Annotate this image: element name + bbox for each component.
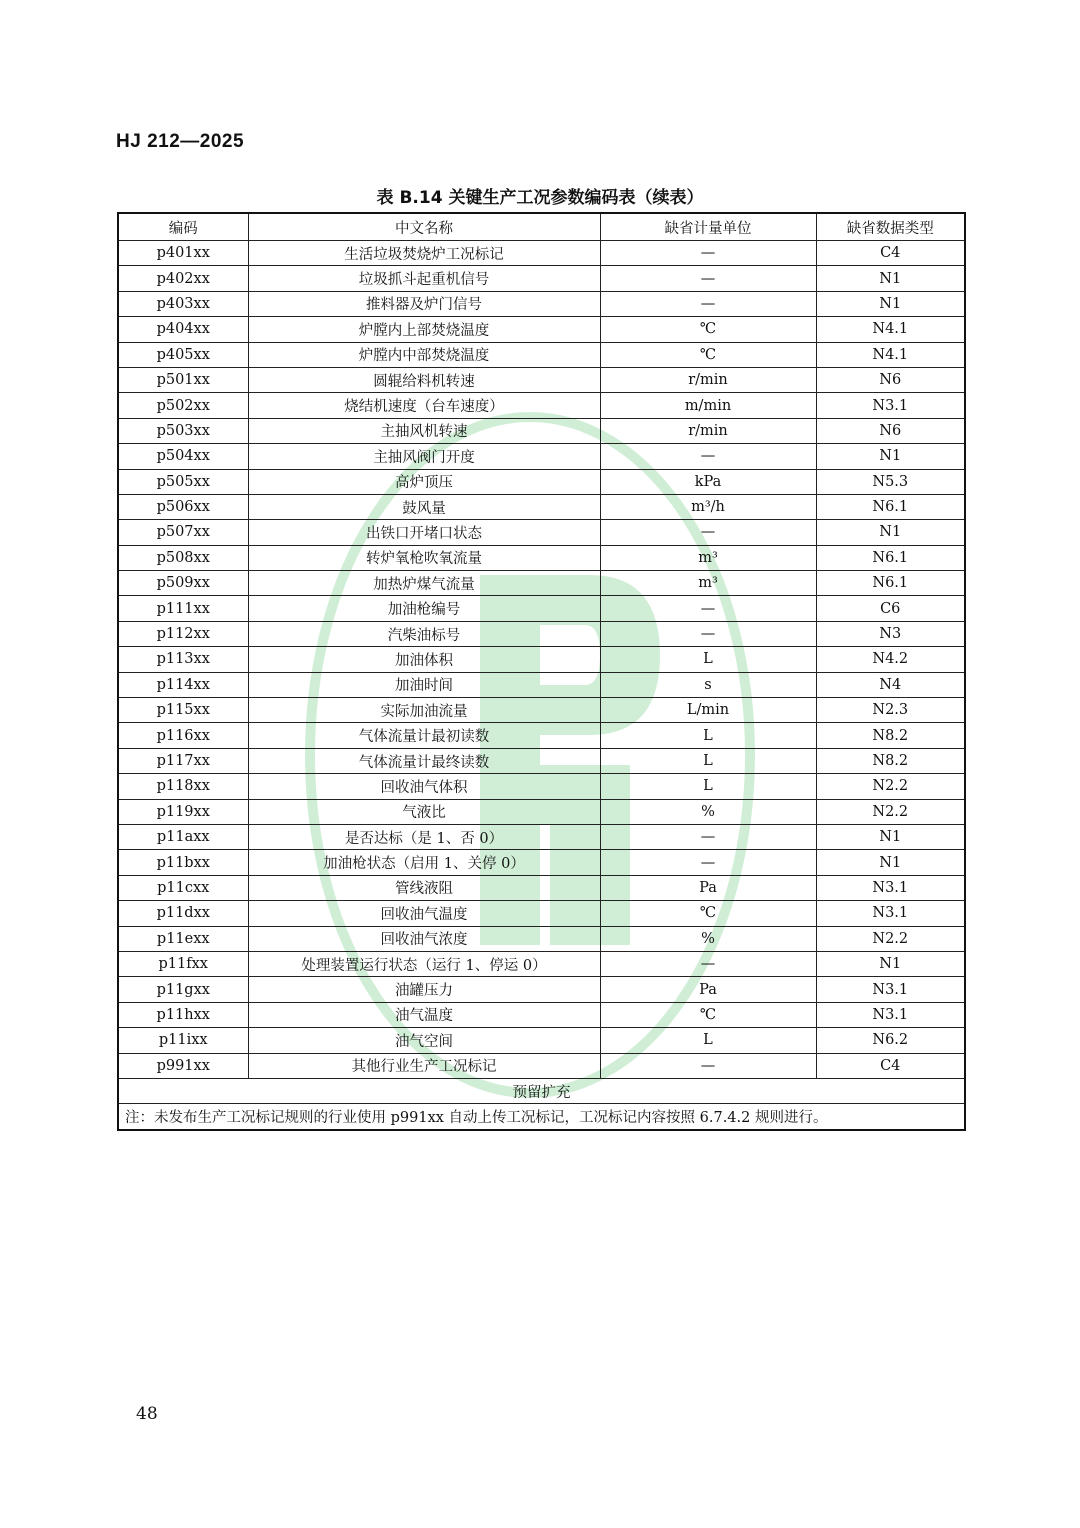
cell-unit: L/min xyxy=(600,698,816,723)
cell-name: 烧结机速度（台车速度） xyxy=(248,393,600,418)
table-row xyxy=(118,291,965,316)
cell-unit: — xyxy=(600,1053,816,1078)
table-row xyxy=(118,723,965,748)
cell-name: 加油体积 xyxy=(248,647,600,672)
cell-code: p509xx xyxy=(118,571,248,596)
cell-unit: — xyxy=(600,291,816,316)
cell-code: p991xx xyxy=(118,1053,248,1078)
cell-code: p403xx xyxy=(118,291,248,316)
cell-name: 加热炉煤气流量 xyxy=(248,571,600,596)
table-row xyxy=(118,621,965,646)
cell-code: p11ixx xyxy=(118,1028,248,1053)
table-row xyxy=(118,545,965,570)
table-header-row xyxy=(118,213,965,241)
table-note: 注：未发布生产工况标记规则的行业使用 p991xx 自动上传工况标记，工况标记内容按照 6.7.4.2 规则进行。 xyxy=(118,1104,965,1130)
cell-name: 主抽风阀门开度 xyxy=(248,444,600,469)
cell-unit: r/min xyxy=(600,367,816,392)
cell-unit: s xyxy=(600,672,816,697)
table-row xyxy=(118,672,965,697)
table-row xyxy=(118,647,965,672)
cell-type: N4.1 xyxy=(816,342,965,367)
table-row xyxy=(118,444,965,469)
cell-name: 其他行业生产工况标记 xyxy=(248,1053,600,1078)
cell-code: p504xx xyxy=(118,444,248,469)
cell-type: N4 xyxy=(816,672,965,697)
cell-name: 鼓风量 xyxy=(248,494,600,519)
cell-name: 加油枪状态（启用 1、关停 0） xyxy=(248,850,600,875)
cell-type: C6 xyxy=(816,596,965,621)
cell-code: p11gxx xyxy=(118,977,248,1002)
cell-code: p116xx xyxy=(118,723,248,748)
cell-type: N8.2 xyxy=(816,748,965,773)
table-row xyxy=(118,1053,965,1078)
cell-unit: m³ xyxy=(600,571,816,596)
column-header-type: 缺省数据类型 xyxy=(816,213,965,241)
cell-type: N3.1 xyxy=(816,901,965,926)
cell-unit: L xyxy=(600,748,816,773)
cell-type: N1 xyxy=(816,444,965,469)
cell-code: p11fxx xyxy=(118,951,248,976)
cell-unit: — xyxy=(600,596,816,621)
cell-code: p404xx xyxy=(118,317,248,342)
cell-unit: — xyxy=(600,621,816,646)
cell-code: p118xx xyxy=(118,774,248,799)
cell-type: N4.2 xyxy=(816,647,965,672)
table-row xyxy=(118,850,965,875)
table-row xyxy=(118,824,965,849)
cell-code: p507xx xyxy=(118,520,248,545)
cell-name: 主抽风机转速 xyxy=(248,418,600,443)
cell-name: 炉膛内中部焚烧温度 xyxy=(248,342,600,367)
table-row xyxy=(118,367,965,392)
cell-code: p502xx xyxy=(118,393,248,418)
cell-type: N1 xyxy=(816,850,965,875)
table-row xyxy=(118,520,965,545)
cell-code: p11dxx xyxy=(118,901,248,926)
table-row xyxy=(118,774,965,799)
cell-type: N6.1 xyxy=(816,571,965,596)
column-header-name: 中文名称 xyxy=(248,213,600,241)
cell-code: p119xx xyxy=(118,799,248,824)
cell-code: p115xx xyxy=(118,698,248,723)
cell-unit: ℃ xyxy=(600,1002,816,1027)
cell-code: p11bxx xyxy=(118,850,248,875)
parameter-code-table-container xyxy=(117,212,964,1131)
cell-unit: L xyxy=(600,647,816,672)
table-row xyxy=(118,901,965,926)
cell-code: p508xx xyxy=(118,545,248,570)
cell-type: N8.2 xyxy=(816,723,965,748)
table-row xyxy=(118,596,965,621)
table-row xyxy=(118,241,965,266)
cell-type: N6.1 xyxy=(816,545,965,570)
cell-type: N3.1 xyxy=(816,1002,965,1027)
page-number: 48 xyxy=(136,1404,158,1424)
cell-code: p11exx xyxy=(118,926,248,951)
cell-name: 气体流量计最初读数 xyxy=(248,723,600,748)
cell-name: 加油时间 xyxy=(248,672,600,697)
cell-unit: ℃ xyxy=(600,342,816,367)
cell-code: p401xx xyxy=(118,241,248,266)
cell-unit: L xyxy=(600,774,816,799)
cell-type: N3 xyxy=(816,621,965,646)
cell-name: 处理装置运行状态（运行 1、停运 0） xyxy=(248,951,600,976)
cell-type: N3.1 xyxy=(816,977,965,1002)
reserved-cell: 预留扩充 xyxy=(118,1078,965,1103)
table-row xyxy=(118,418,965,443)
cell-unit: % xyxy=(600,799,816,824)
cell-type: N1 xyxy=(816,951,965,976)
cell-type: N1 xyxy=(816,824,965,849)
cell-name: 回收油气浓度 xyxy=(248,926,600,951)
cell-code: p117xx xyxy=(118,748,248,773)
cell-type: N1 xyxy=(816,291,965,316)
table-row xyxy=(118,698,965,723)
cell-type: N2.2 xyxy=(816,774,965,799)
cell-name: 转炉氧枪吹氧流量 xyxy=(248,545,600,570)
cell-name: 气液比 xyxy=(248,799,600,824)
table-row xyxy=(118,342,965,367)
reserved-row xyxy=(118,1078,965,1103)
cell-code: p402xx xyxy=(118,266,248,291)
table-row xyxy=(118,1028,965,1053)
cell-unit: — xyxy=(600,444,816,469)
table-row xyxy=(118,494,965,519)
cell-name: 加油枪编号 xyxy=(248,596,600,621)
cell-code: p113xx xyxy=(118,647,248,672)
cell-unit: ℃ xyxy=(600,317,816,342)
cell-type: N6.1 xyxy=(816,494,965,519)
cell-type: N3.1 xyxy=(816,875,965,900)
cell-unit: kPa xyxy=(600,469,816,494)
cell-code: p11axx xyxy=(118,824,248,849)
cell-type: N2.2 xyxy=(816,926,965,951)
cell-unit: Pa xyxy=(600,875,816,900)
table-row xyxy=(118,926,965,951)
cell-type: N6 xyxy=(816,367,965,392)
table-row xyxy=(118,977,965,1002)
cell-name: 气体流量计最终读数 xyxy=(248,748,600,773)
table-row xyxy=(118,393,965,418)
cell-unit: Pa xyxy=(600,977,816,1002)
cell-unit: — xyxy=(600,266,816,291)
cell-type: N3.1 xyxy=(816,393,965,418)
table-body xyxy=(118,241,965,1079)
cell-type: C4 xyxy=(816,1053,965,1078)
table-row xyxy=(118,799,965,824)
cell-unit: — xyxy=(600,951,816,976)
cell-code: p11cxx xyxy=(118,875,248,900)
cell-type: N1 xyxy=(816,266,965,291)
cell-name: 油气空间 xyxy=(248,1028,600,1053)
cell-type: N1 xyxy=(816,520,965,545)
table-row xyxy=(118,1002,965,1027)
cell-type: N6 xyxy=(816,418,965,443)
cell-type: N6.2 xyxy=(816,1028,965,1053)
cell-name: 油罐压力 xyxy=(248,977,600,1002)
cell-unit: L xyxy=(600,723,816,748)
cell-code: p503xx xyxy=(118,418,248,443)
document-code-header: HJ 212—2025 xyxy=(116,131,245,152)
cell-unit: r/min xyxy=(600,418,816,443)
cell-name: 汽柴油标号 xyxy=(248,621,600,646)
cell-code: p501xx xyxy=(118,367,248,392)
cell-unit: m³/h xyxy=(600,494,816,519)
cell-name: 推料器及炉门信号 xyxy=(248,291,600,316)
table-row xyxy=(118,951,965,976)
table-row xyxy=(118,748,965,773)
cell-name: 炉膛内上部焚烧温度 xyxy=(248,317,600,342)
cell-name: 是否达标（是 1、否 0） xyxy=(248,824,600,849)
cell-type: N2.3 xyxy=(816,698,965,723)
column-header-unit: 缺省计量单位 xyxy=(600,213,816,241)
table-row xyxy=(118,875,965,900)
parameter-code-table xyxy=(117,212,966,1131)
cell-name: 高炉顶压 xyxy=(248,469,600,494)
cell-name: 生活垃圾焚烧炉工况标记 xyxy=(248,241,600,266)
cell-type: C4 xyxy=(816,241,965,266)
cell-unit: m/min xyxy=(600,393,816,418)
cell-code: p112xx xyxy=(118,621,248,646)
cell-unit: m³ xyxy=(600,545,816,570)
table-row xyxy=(118,469,965,494)
table-row xyxy=(118,266,965,291)
cell-name: 管线液阻 xyxy=(248,875,600,900)
cell-name: 回收油气温度 xyxy=(248,901,600,926)
cell-unit: L xyxy=(600,1028,816,1053)
cell-name: 圆辊给料机转速 xyxy=(248,367,600,392)
table-caption: 表 B.14 关键生产工况参数编码表（续表） xyxy=(376,188,704,208)
cell-type: N5.3 xyxy=(816,469,965,494)
cell-unit: — xyxy=(600,241,816,266)
column-header-code: 编码 xyxy=(118,213,248,241)
cell-unit: % xyxy=(600,926,816,951)
cell-code: p11hxx xyxy=(118,1002,248,1027)
cell-name: 实际加油流量 xyxy=(248,698,600,723)
cell-name: 出铁口开堵口状态 xyxy=(248,520,600,545)
cell-unit: ℃ xyxy=(600,901,816,926)
cell-type: N2.2 xyxy=(816,799,965,824)
cell-code: p114xx xyxy=(118,672,248,697)
cell-unit: — xyxy=(600,824,816,849)
cell-name: 回收油气体积 xyxy=(248,774,600,799)
cell-name: 油气温度 xyxy=(248,1002,600,1027)
table-row xyxy=(118,317,965,342)
cell-code: p111xx xyxy=(118,596,248,621)
cell-unit: — xyxy=(600,850,816,875)
table-row xyxy=(118,571,965,596)
cell-name: 垃圾抓斗起重机信号 xyxy=(248,266,600,291)
cell-code: p506xx xyxy=(118,494,248,519)
cell-code: p505xx xyxy=(118,469,248,494)
cell-type: N4.1 xyxy=(816,317,965,342)
cell-unit: — xyxy=(600,520,816,545)
cell-code: p405xx xyxy=(118,342,248,367)
note-row xyxy=(118,1104,965,1130)
